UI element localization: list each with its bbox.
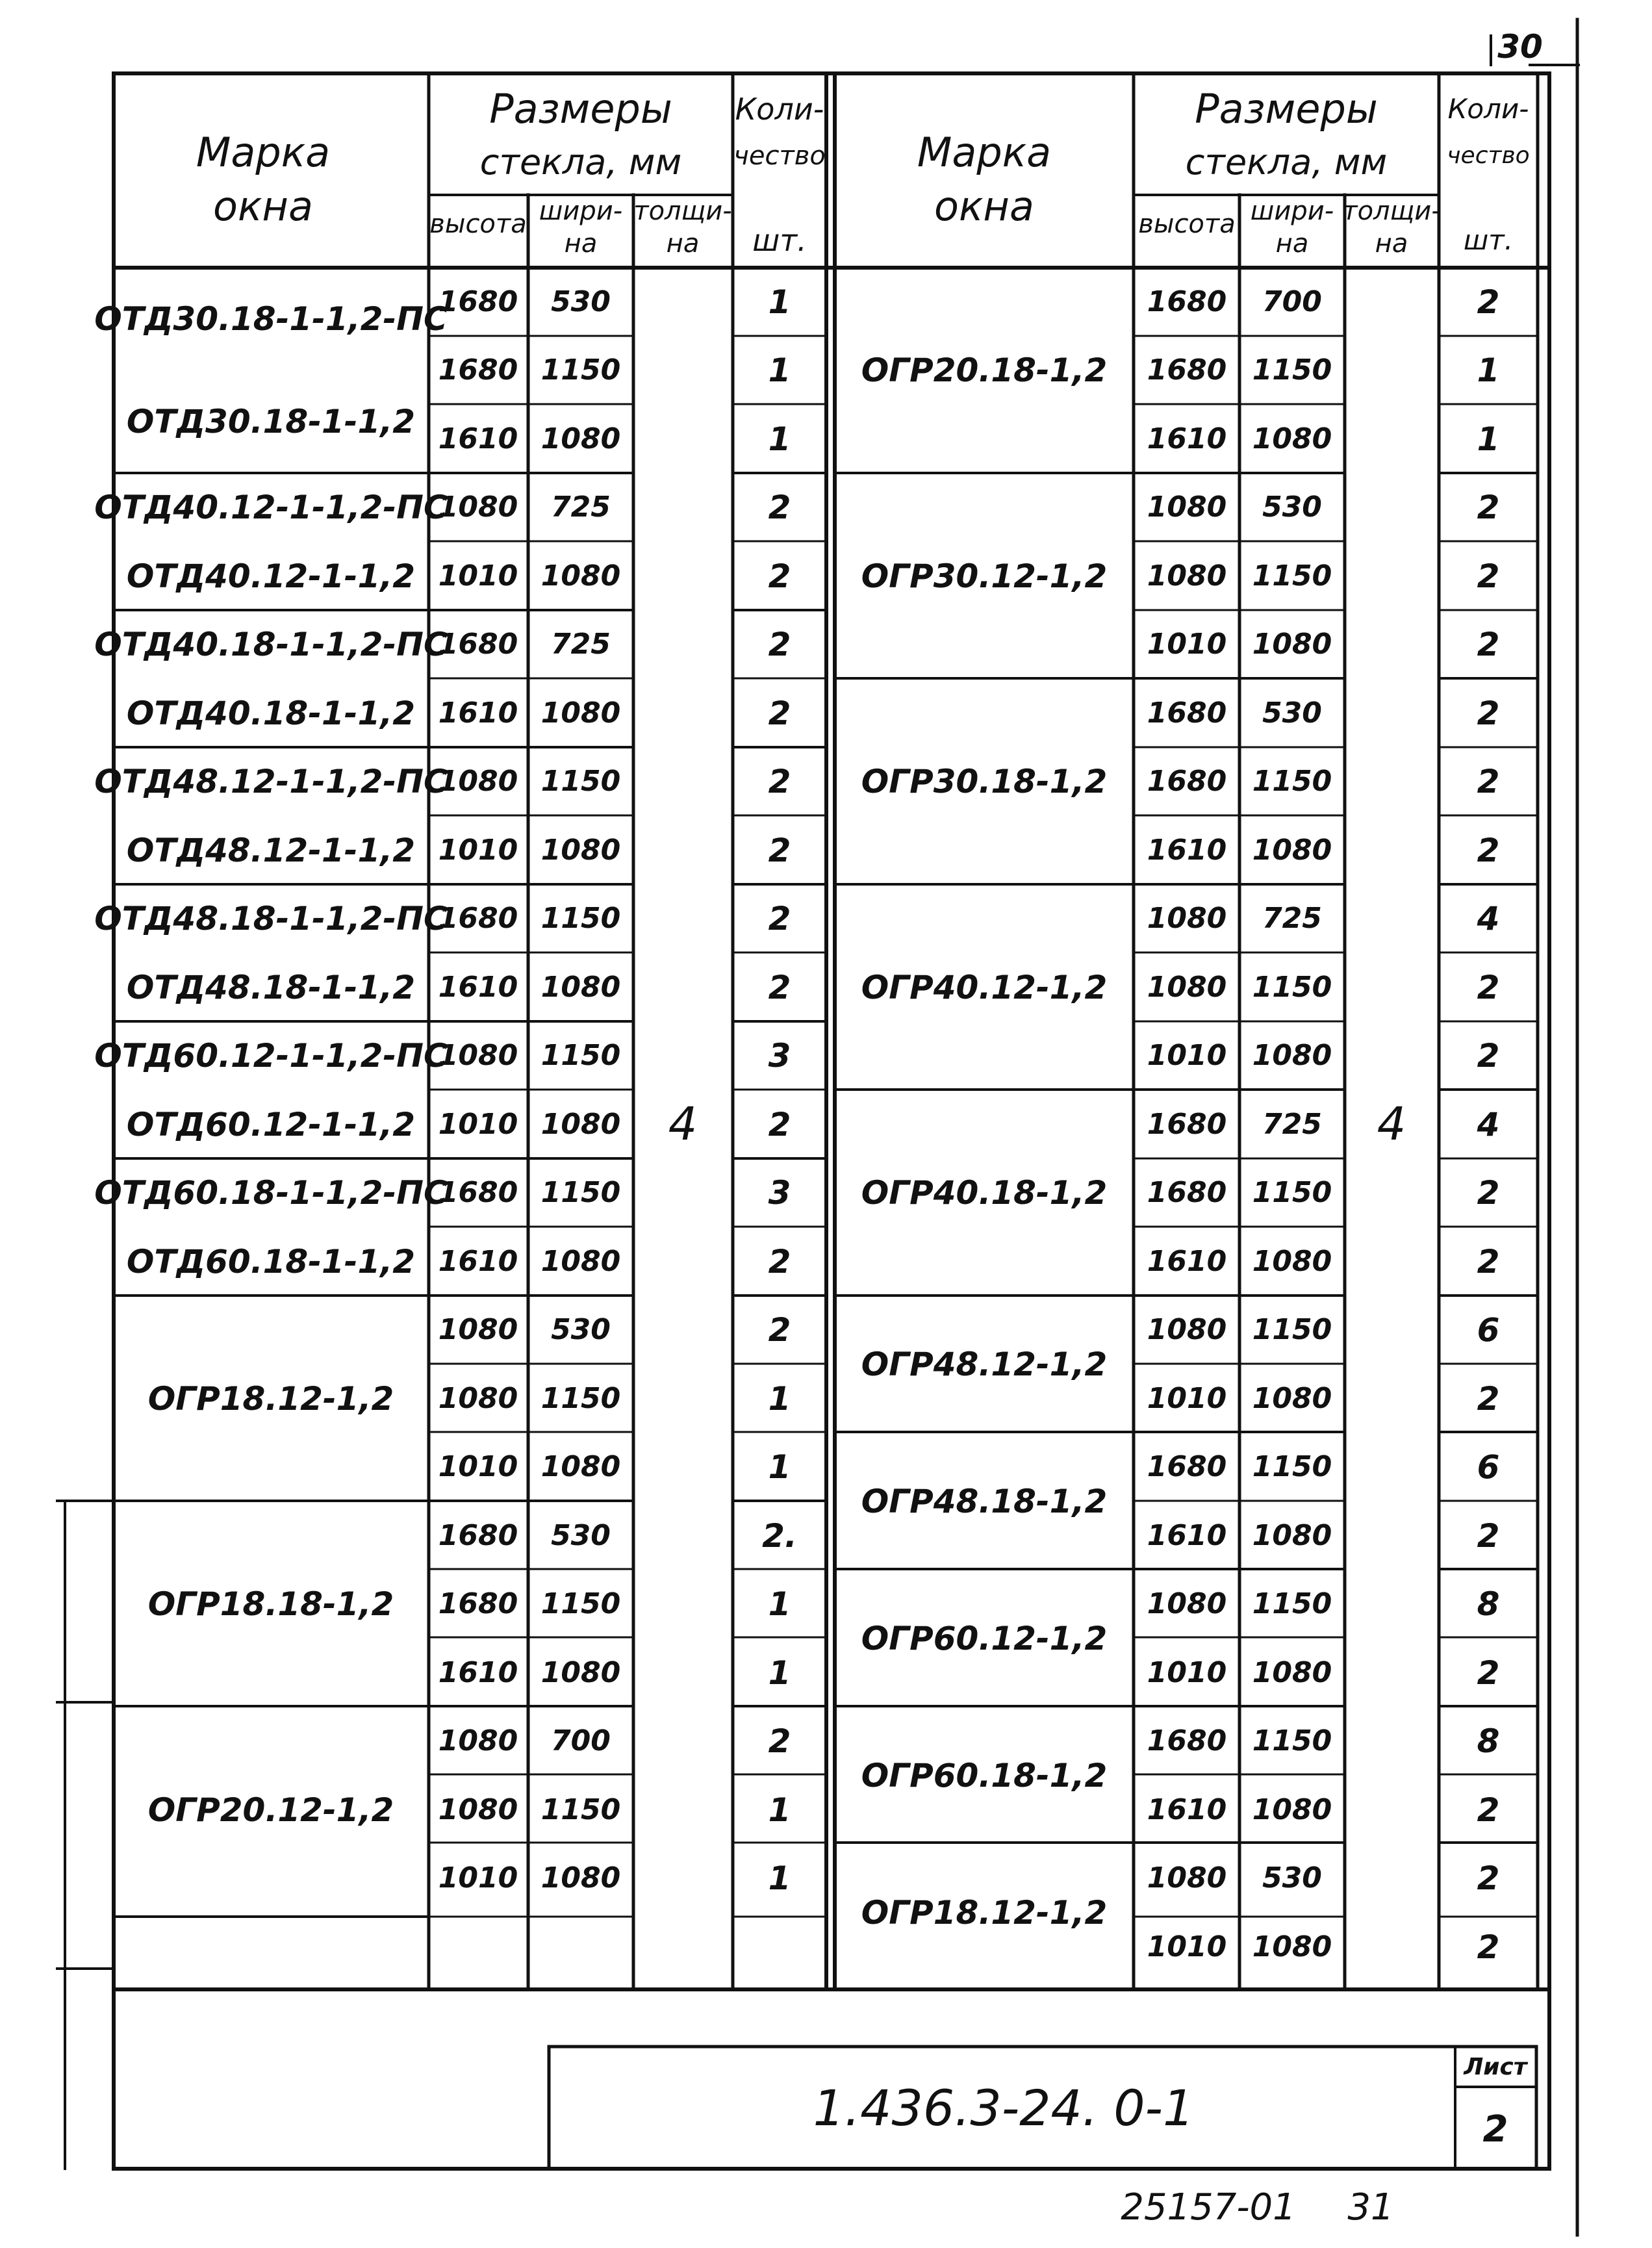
left-glass-qty: 2 [768,968,791,1006]
left-glass-qty: 2 [768,900,791,938]
left-glass-width: 725 [551,628,611,661]
left-glass-qty: 1 [768,420,791,458]
right-window-mark: ОГР60.12-1,2 [861,1620,1108,1657]
right-glass-qty: 1 [1477,420,1500,458]
left-glass-qty: 1 [768,283,791,321]
right-glass-height: 1680 [1147,1724,1227,1758]
right-glass-width: 1150 [1252,970,1332,1004]
right-glass-width: 1150 [1252,1450,1332,1484]
right-glass-qty: 2 [1477,694,1500,732]
left-glass-width: 1150 [540,353,621,387]
right-glass-height: 1080 [1147,491,1227,524]
header-sizes-2-right: стекла, мм [1185,142,1388,183]
right-glass-qty: 2 [1477,968,1500,1006]
right-glass-qty: 4 [1477,900,1500,938]
right-glass-height: 1610 [1147,1518,1227,1552]
header-height: высота [429,209,527,239]
left-glass-height: 1610 [438,1655,518,1689]
left-glass-height: 1080 [438,1724,518,1758]
left-glass-qty: 2 [768,1242,791,1281]
right-glass-width: 1080 [1252,1930,1332,1963]
right-thickness: 4 [1377,1097,1406,1151]
right-glass-qty: 2 [1477,1791,1500,1829]
left-glass-width: 725 [551,491,611,524]
right-glass-width: 1080 [1252,1655,1332,1689]
left-glass-width: 530 [551,1518,611,1552]
right-glass-qty: 2 [1477,283,1500,321]
left-glass-qty: 2 [768,831,791,869]
left-window-mark: ОТД60.12-1-1,2-ПС [94,1037,448,1075]
right-glass-qty: 2 [1477,1516,1500,1555]
left-glass-width: 1080 [540,1107,621,1141]
header-qty-1-right: Коли- [1447,93,1529,125]
right-glass-qty: 2 [1477,763,1500,801]
right-glass-qty: 2 [1477,1928,1500,1966]
right-glass-width: 1150 [1252,353,1332,387]
right-glass-height: 1080 [1147,1861,1227,1895]
right-glass-width: 725 [1262,1107,1322,1141]
left-window-mark: ОТД40.12-1-1,2-ПС [94,489,448,527]
left-glass-width: 1150 [540,1381,621,1415]
right-glass-qty: 2 [1477,626,1500,664]
right-window-mark: ОГР60.18-1,2 [861,1757,1108,1795]
left-glass-width: 530 [551,285,611,318]
left-glass-height: 1010 [438,559,518,593]
right-glass-width: 1080 [1252,1381,1332,1415]
right-glass-height: 1010 [1147,628,1227,661]
header-thickness-1: толщи- [633,196,732,226]
left-glass-width: 530 [551,1313,611,1347]
right-glass-qty: 2 [1477,1654,1500,1692]
left-glass-height: 1680 [438,902,518,936]
right-glass-height: 1010 [1147,1655,1227,1689]
right-glass-qty: 8 [1477,1722,1500,1761]
left-glass-qty: 1 [768,1791,791,1829]
left-glass-qty: 1 [768,351,791,390]
left-glass-width: 1150 [540,1176,621,1210]
left-glass-height: 1010 [438,1861,518,1895]
right-window-mark: ОГР48.12-1,2 [861,1346,1108,1383]
right-window-mark: ОГР30.12-1,2 [861,557,1108,595]
left-glass-height: 1010 [438,1450,518,1484]
left-glass-height: 1080 [438,491,518,524]
right-glass-width: 1150 [1252,559,1332,593]
right-window-mark: ОГР40.18-1,2 [861,1174,1108,1212]
left-glass-height: 1680 [438,353,518,387]
left-glass-width: 1150 [540,1793,621,1826]
left-thickness: 4 [668,1097,698,1151]
left-window-mark: ОГР20.12-1,2 [147,1791,394,1829]
right-glass-qty: 1 [1477,351,1500,390]
right-glass-height: 1680 [1147,1107,1227,1141]
left-window-mark: ОГР18.12-1,2 [147,1379,394,1418]
right-glass-height: 1010 [1147,1381,1227,1415]
left-glass-height: 1610 [438,970,518,1004]
right-glass-width: 700 [1262,285,1322,318]
left-glass-width: 1150 [540,1039,621,1073]
header-qty-unit-right: шт. [1463,224,1514,256]
right-glass-height: 1680 [1147,285,1227,318]
left-glass-qty: 2 [768,1722,791,1761]
left-glass-width: 1080 [540,422,621,455]
left-glass-height: 1610 [438,422,518,455]
left-glass-height: 1010 [438,833,518,867]
right-glass-width: 530 [1262,696,1322,730]
left-glass-height: 1080 [438,1313,518,1347]
right-window-mark: ОГР40.12-1,2 [861,968,1108,1006]
left-window-mark: ОТД48.12-1-1,2 [126,831,416,869]
right-window-mark: ОГР48.18-1,2 [861,1483,1108,1520]
left-glass-qty: 2 [768,557,791,595]
right-glass-width: 1080 [1252,628,1332,661]
header-qty-2-right: чество [1447,142,1530,169]
right-glass-qty: 6 [1477,1311,1500,1349]
right-glass-height: 1080 [1147,1313,1227,1347]
left-window-mark: ОТД48.18-1-1,2-ПС [94,900,448,938]
header-sizes-2: стекла, мм [479,142,682,183]
header-width-1: шири- [539,196,623,226]
right-glass-height: 1080 [1147,970,1227,1004]
left-glass-width: 1150 [540,765,621,798]
sheet-label: Лист [1464,2054,1527,2080]
left-glass-height: 1010 [438,1107,518,1141]
right-glass-height: 1080 [1147,1587,1227,1621]
left-glass-qty: 2. [762,1516,797,1555]
right-glass-qty: 6 [1477,1448,1500,1487]
left-glass-qty: 2 [768,694,791,732]
header-thickness-1-right: толщи- [1342,196,1441,226]
header-mark-2: окна [213,183,313,230]
left-window-mark: ОТД40.18-1-1,2-ПС [94,626,448,664]
header-mark-2-right: окна [934,183,1034,230]
right-window-mark: ОГР20.18-1,2 [861,351,1108,390]
right-glass-width: 1080 [1252,833,1332,867]
left-window-mark: ОТД48.12-1-1,2-ПС [94,763,448,801]
left-glass-width: 1080 [540,1450,621,1484]
right-glass-height: 1680 [1147,765,1227,798]
right-window-mark: ОГР30.18-1,2 [861,763,1108,801]
left-glass-height: 1680 [438,1587,518,1621]
left-glass-width: 700 [551,1724,611,1758]
header-qty-2: чество [733,141,826,171]
left-glass-height: 1680 [438,628,518,661]
right-glass-height: 1680 [1147,353,1227,387]
right-glass-height: 1010 [1147,1039,1227,1073]
left-glass-qty: 3 [768,1037,791,1075]
right-glass-width: 1080 [1252,1039,1332,1073]
right-glass-qty: 8 [1477,1585,1500,1624]
right-glass-width: 530 [1262,491,1322,524]
header-mark-1: Марка [196,129,331,176]
left-glass-height: 1080 [438,1039,518,1073]
left-glass-height: 1080 [438,765,518,798]
header-sizes-1-right: Размеры [1195,85,1378,133]
footer-code: 25157-01 [1121,2186,1296,2229]
right-glass-qty: 2 [1477,1859,1500,1898]
left-glass-height: 1680 [438,1518,518,1552]
right-window-mark: ОГР18.12-1,2 [861,1894,1108,1932]
right-glass-width: 1150 [1252,1587,1332,1621]
left-glass-qty: 3 [768,1174,791,1212]
right-glass-height: 1680 [1147,1450,1227,1484]
header-qty-1: Коли- [735,92,824,127]
left-window-mark: ОТД60.18-1-1,2-ПС [94,1174,448,1212]
left-glass-qty: 2 [768,763,791,801]
right-glass-height: 1610 [1147,422,1227,455]
left-glass-qty: 2 [768,1105,791,1143]
left-window-mark: ОТД40.18-1-1,2 [126,694,416,732]
right-glass-width: 1080 [1252,422,1332,455]
left-glass-width: 1080 [540,559,621,593]
right-glass-height: 1610 [1147,1244,1227,1278]
right-glass-width: 1080 [1252,1244,1332,1278]
left-glass-height: 1610 [438,1244,518,1278]
left-glass-width: 1080 [540,696,621,730]
header-mark-1-right: Марка [917,129,1052,176]
left-glass-width: 1080 [540,1655,621,1689]
left-glass-qty: 1 [768,1448,791,1487]
left-glass-width: 1080 [540,1244,621,1278]
right-glass-qty: 2 [1477,557,1500,595]
right-glass-qty: 2 [1477,1174,1500,1212]
right-glass-height: 1680 [1147,1176,1227,1210]
header-thickness-2-right: на [1375,229,1408,259]
right-glass-height: 1080 [1147,559,1227,593]
left-window-mark: ОТД60.18-1-1,2 [126,1242,416,1281]
left-glass-qty: 2 [768,1311,791,1349]
left-window-mark: ОТД30.18-1-1,2-ПС [94,300,448,338]
sheet-number: 2 [1482,2108,1508,2151]
left-glass-height: 1080 [438,1381,518,1415]
left-glass-qty: 1 [768,1585,791,1624]
footer-page: 31 [1347,2186,1394,2229]
left-window-mark: ОТД60.12-1-1,2 [126,1105,416,1143]
right-glass-width: 1150 [1252,765,1332,798]
header-width-2: на [564,229,598,259]
right-glass-height: 1610 [1147,1793,1227,1826]
left-glass-width: 1080 [540,1861,621,1895]
header-qty-unit: шт. [752,223,807,258]
header-width-1-right: шири- [1250,196,1334,226]
left-glass-width: 1080 [540,970,621,1004]
right-glass-width: 530 [1262,1861,1322,1895]
left-glass-qty: 2 [768,626,791,664]
right-glass-qty: 4 [1477,1105,1500,1143]
left-window-mark: ОТД40.12-1-1,2 [126,557,416,595]
left-glass-height: 1680 [438,1176,518,1210]
page-number-top: 30 [1497,28,1543,66]
right-glass-width: 1080 [1252,1793,1332,1826]
left-window-mark: ОТД30.18-1-1,2 [126,403,416,441]
left-glass-height: 1080 [438,1793,518,1826]
right-glass-height: 1010 [1147,1930,1227,1963]
left-glass-width: 1150 [540,902,621,936]
left-glass-height: 1680 [438,285,518,318]
left-glass-qty: 2 [768,489,791,527]
right-glass-height: 1610 [1147,833,1227,867]
left-glass-qty: 1 [768,1379,791,1418]
header-thickness-2: на [666,229,700,259]
left-glass-height: 1610 [438,696,518,730]
right-glass-qty: 2 [1477,489,1500,527]
right-glass-width: 1150 [1252,1313,1332,1347]
left-glass-width: 1150 [540,1587,621,1621]
left-window-mark: ОГР18.18-1,2 [147,1585,394,1624]
right-glass-qty: 2 [1477,1037,1500,1075]
right-glass-width: 725 [1262,902,1322,936]
left-window-mark: ОТД48.18-1-1,2 [126,968,416,1006]
right-glass-width: 1150 [1252,1176,1332,1210]
header-width-2-right: на [1275,229,1309,259]
right-glass-width: 1150 [1252,1724,1332,1758]
left-glass-width: 1080 [540,833,621,867]
right-glass-qty: 2 [1477,831,1500,869]
left-glass-qty: 1 [768,1859,791,1898]
right-glass-width: 1080 [1252,1518,1332,1552]
right-glass-qty: 2 [1477,1379,1500,1418]
right-glass-qty: 2 [1477,1242,1500,1281]
left-glass-qty: 1 [768,1654,791,1692]
right-glass-height: 1080 [1147,902,1227,936]
document-code: 1.436.3-24. 0-1 [813,2079,1195,2137]
header-height-right: высота [1138,209,1236,239]
header-sizes-1: Размеры [489,85,672,133]
right-glass-height: 1680 [1147,696,1227,730]
